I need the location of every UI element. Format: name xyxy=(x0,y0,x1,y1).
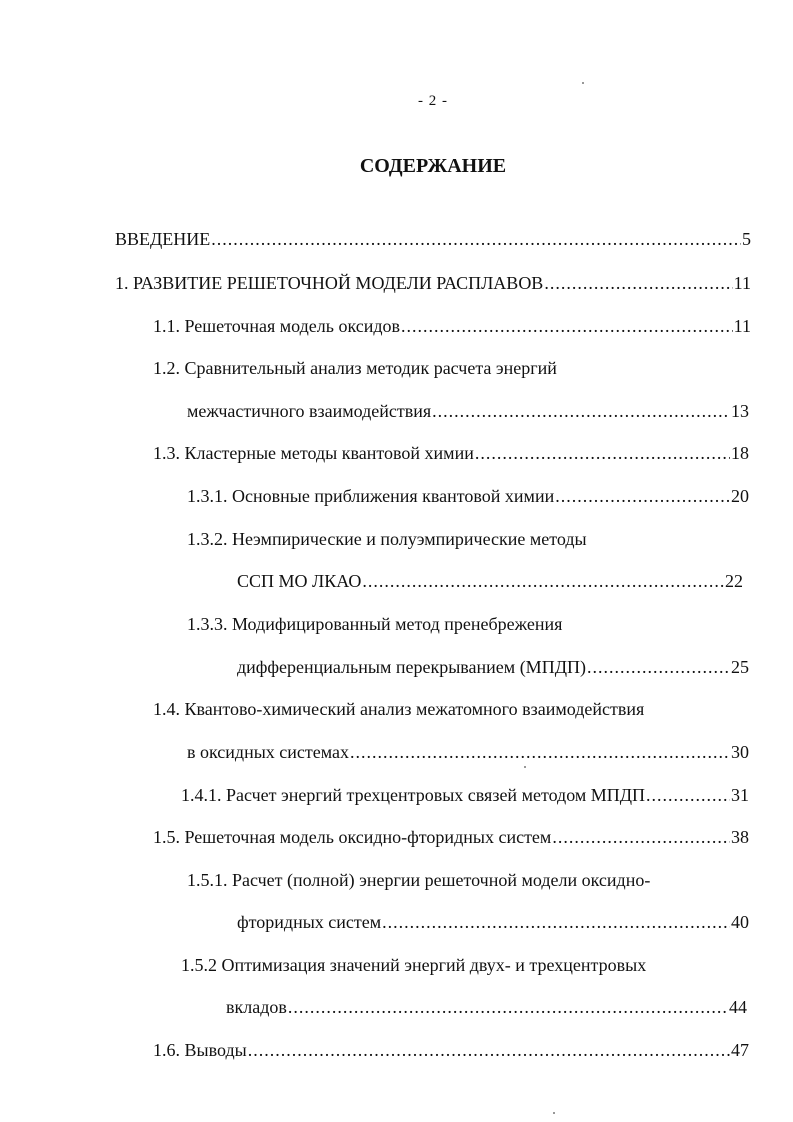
toc-leader-dots xyxy=(552,827,730,848)
toc-leader-dots xyxy=(587,657,730,678)
toc-entry-page: 5 xyxy=(742,229,751,249)
scan-speck xyxy=(553,1112,555,1114)
toc-entry-1-2[interactable] xyxy=(187,401,749,425)
toc-entry-label: ВВЕДЕНИЕ xyxy=(115,229,211,249)
toc-entry-1-3-1[interactable] xyxy=(187,486,749,510)
toc-entry-page: 30 xyxy=(731,742,749,762)
toc-entry-page: 11 xyxy=(733,273,751,293)
toc-leader-dots xyxy=(475,443,730,464)
toc-entry-label: дифференциальным перекрыванием (МПДП) xyxy=(237,657,586,677)
toc-entry-page: 22 xyxy=(725,571,743,591)
toc-entry-1-3-2-line1[interactable]: 1.3.2. Неэмпирические и полуэмпирические методы xyxy=(187,529,587,549)
toc-entry-1-4-line1[interactable]: 1.4. Квантово-химический анализ межатомного взаимодействия xyxy=(153,699,645,719)
toc-leader-dots xyxy=(362,571,724,592)
toc-leader-dots xyxy=(350,742,730,763)
toc-entry-1-4[interactable] xyxy=(187,742,749,766)
toc-entry-page: 47 xyxy=(731,1040,749,1060)
toc-leader-dots xyxy=(646,785,730,806)
toc-entry-label: 1.4.1. Расчет энергий трехцентровых связей методом МПДП xyxy=(181,785,646,805)
page-number: - 2 - xyxy=(418,93,448,109)
toc-entry-page: 13 xyxy=(731,401,749,421)
toc-entry-label: 1.5. Решеточная модель оксидно-фторидных систем xyxy=(153,827,552,847)
toc-entry-1-3-3[interactable] xyxy=(237,657,749,681)
toc-entry-1-5-2[interactable] xyxy=(226,997,747,1021)
toc-entry-intro[interactable] xyxy=(115,229,751,253)
toc-entry-page: 18 xyxy=(731,443,749,463)
toc-entry-chapter-1[interactable] xyxy=(115,273,751,297)
toc-entry-1-2-line1[interactable]: 1.2. Сравнительный анализ методик расчета энергий xyxy=(153,358,557,378)
toc-leader-dots xyxy=(555,486,730,507)
toc-entry-label: ССП МО ЛКАО xyxy=(237,571,362,591)
toc-entry-1-3[interactable] xyxy=(153,443,749,467)
toc-entry-label: 1. РАЗВИТИЕ РЕШЕТОЧНОЙ МОДЕЛИ РАСПЛАВОВ xyxy=(115,273,544,293)
toc-entry-1-3-2[interactable] xyxy=(237,571,743,595)
toc-entry-page: 38 xyxy=(731,827,749,847)
scan-speck xyxy=(524,766,526,768)
toc-entry-label: межчастичного взаимодействия xyxy=(187,401,432,421)
toc-entry-label: фторидных систем xyxy=(237,912,382,932)
toc-entry-label: вкладов xyxy=(226,997,287,1017)
scan-speck xyxy=(582,82,584,84)
toc-entry-label: 1.6. Выводы xyxy=(153,1040,247,1060)
toc-entry-page: 11 xyxy=(733,316,751,336)
toc-leader-dots xyxy=(401,316,733,337)
toc-entry-label: в оксидных системах xyxy=(187,742,350,762)
toc-entry-label: 1.3. Кластерные методы квантовой химии xyxy=(153,443,474,463)
toc-entry-1-6[interactable] xyxy=(153,1040,749,1064)
toc-entry-page: 44 xyxy=(729,997,747,1017)
toc-entry-1-4-1[interactable] xyxy=(181,785,749,809)
toc-entry-1-3-3-line1[interactable]: 1.3.3. Модифицированный метод пренебрежения xyxy=(187,614,563,634)
toc-entry-page: 25 xyxy=(731,657,749,677)
toc-entry-label: 1.1. Решеточная модель оксидов xyxy=(153,316,401,336)
toc-entry-page: 40 xyxy=(731,912,749,932)
toc-leader-dots xyxy=(544,273,732,294)
toc-leader-dots xyxy=(211,229,741,250)
toc-leader-dots xyxy=(248,1040,730,1061)
toc-entry-page: 31 xyxy=(731,785,749,805)
toc-entry-page: 20 xyxy=(731,486,749,506)
page-title: СОДЕРЖАНИЕ xyxy=(359,155,507,177)
toc-leader-dots xyxy=(432,401,730,422)
toc-entry-1-5-1-line1[interactable]: 1.5.1. Расчет (полной) энергии решеточной модели оксидно- xyxy=(187,870,651,890)
toc-entry-1-1[interactable] xyxy=(153,316,751,340)
toc-entry-1-5-2-line1[interactable]: 1.5.2 Оптимизация значений энергий двух- и трехцентровых xyxy=(181,955,647,975)
toc-leader-dots xyxy=(288,997,728,1018)
toc-leader-dots xyxy=(382,912,730,933)
toc-entry-1-5-1[interactable] xyxy=(237,912,749,936)
toc-entry-label: 1.3.1. Основные приближения квантовой химии xyxy=(187,486,555,506)
toc-entry-1-5[interactable] xyxy=(153,827,749,851)
